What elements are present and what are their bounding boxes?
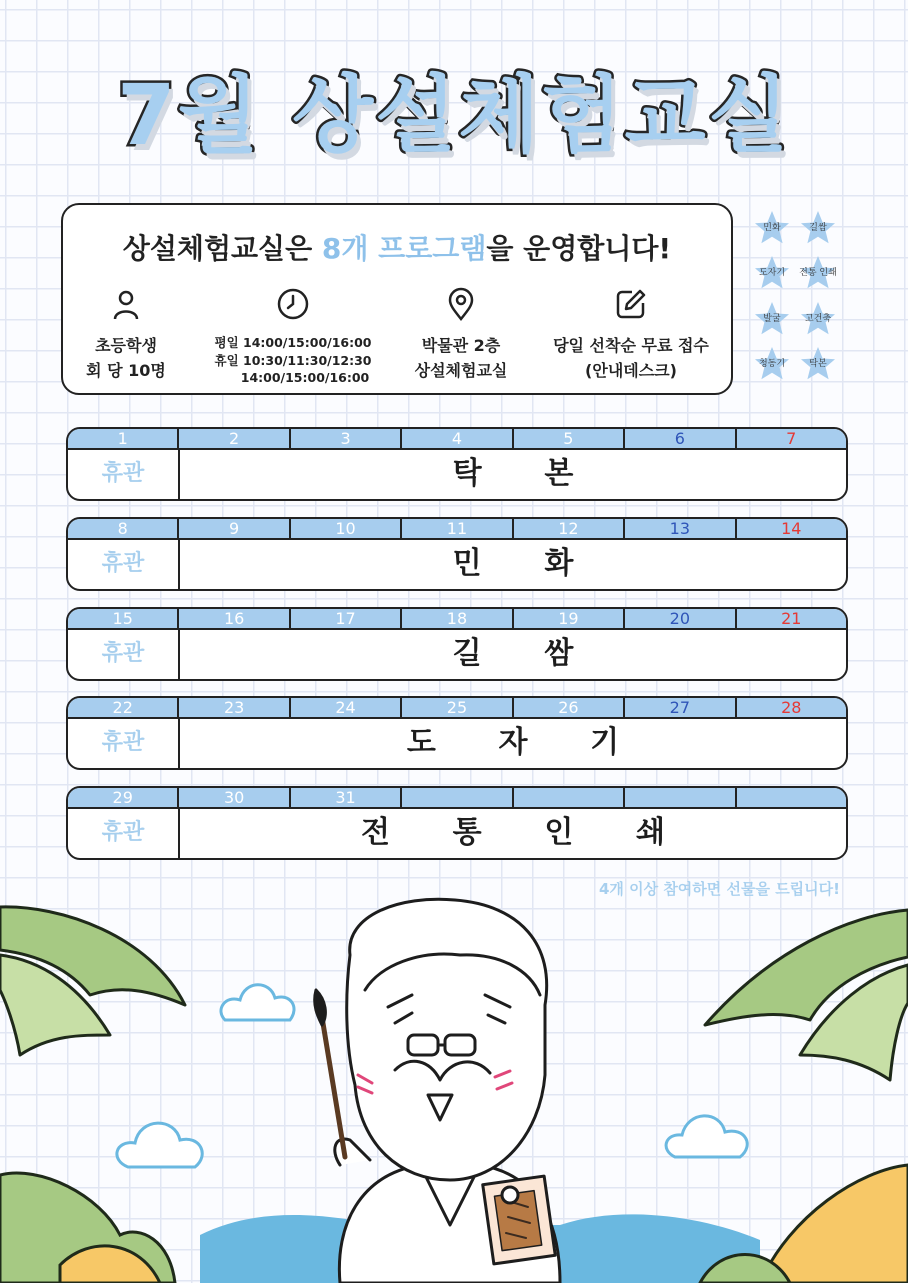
date-cell	[400, 788, 511, 807]
date-cell: 14	[735, 519, 846, 538]
date-cell: 5	[512, 429, 623, 448]
clock-icon	[276, 287, 310, 321]
closed-label: 휴관	[68, 450, 180, 499]
closed-label: 휴관	[68, 630, 180, 679]
apply-line1: 당일 선착순 무료 접수	[553, 336, 709, 355]
program-star-label: 민화	[763, 223, 781, 233]
info-apply	[546, 287, 716, 383]
info-schedule	[208, 287, 378, 387]
date-cell	[623, 788, 734, 807]
bush-right	[760, 1165, 908, 1283]
headline-text-end: 을 운영합니다!	[486, 232, 672, 265]
cloud-shape	[221, 985, 294, 1020]
date-cell: 6	[623, 429, 734, 448]
program-star	[799, 254, 837, 292]
date-cell: 24	[289, 698, 400, 717]
page-title: 7월 상설체험교실	[117, 66, 791, 164]
program-star-label: 청동기	[758, 359, 786, 369]
date-cell: 2	[177, 429, 288, 448]
palm-leaf-left	[0, 907, 185, 1055]
program-star-label: 고건축	[804, 314, 832, 324]
program-star	[799, 345, 837, 383]
week-date-header	[68, 698, 846, 719]
date-cell: 30	[177, 788, 288, 807]
calendar-week	[66, 607, 848, 681]
date-cell: 11	[400, 519, 511, 538]
date-cell: 27	[623, 698, 734, 717]
date-cell	[735, 788, 846, 807]
apply-line2: (안내데스크)	[585, 361, 677, 380]
program-name: 도 자 기	[406, 725, 620, 760]
calendar-week	[66, 696, 848, 770]
date-cell: 31	[289, 788, 400, 807]
date-cell: 13	[623, 519, 734, 538]
person-icon	[109, 287, 143, 321]
closed-label: 휴관	[68, 540, 180, 589]
date-cell: 18	[400, 609, 511, 628]
program-star-label: 길쌈	[809, 223, 827, 233]
date-cell: 15	[112, 609, 133, 628]
illustration	[0, 895, 908, 1283]
program-star	[799, 209, 837, 247]
program-star	[753, 300, 791, 338]
cloud-shape	[666, 1116, 747, 1157]
week-date-header	[68, 609, 846, 630]
date-cell: 4	[400, 429, 511, 448]
date-cell: 12	[512, 519, 623, 538]
schedule-holiday: 휴일 10:30/11:30/12:30	[214, 352, 372, 368]
date-cell: 9	[177, 519, 288, 538]
calendar-week	[66, 427, 848, 501]
headline-text: 상설체험교실은	[122, 232, 322, 265]
date-cell: 22	[112, 698, 133, 717]
program-star-label: 도자기	[758, 268, 786, 278]
program-star	[753, 345, 791, 383]
program-name: 길 쌈	[452, 636, 574, 671]
artist-character	[315, 899, 560, 1283]
gift-note: 4개 이상 참여하면 선물을 드립니다!	[598, 880, 840, 898]
date-cell: 10	[289, 519, 400, 538]
target-line1: 초등학생	[95, 336, 157, 355]
date-cell: 7	[735, 429, 846, 448]
target-line2: 회 당 10명	[86, 361, 166, 380]
program-star	[799, 300, 837, 338]
info-box	[61, 203, 733, 395]
date-cell: 17	[289, 609, 400, 628]
week-date-header	[68, 788, 846, 809]
date-cell: 26	[512, 698, 623, 717]
schedule-holiday2: 14:00/15:00/16:00	[240, 370, 370, 385]
location-pin-icon	[444, 287, 478, 321]
palm-leaf-right	[705, 910, 908, 1080]
program-star	[753, 209, 791, 247]
date-cell	[512, 788, 623, 807]
program-star-label: 탁본	[809, 359, 827, 369]
program-star-label: 발굴	[763, 314, 781, 324]
program-name: 전 통 인 쇄	[361, 815, 665, 850]
closed-label: 휴관	[68, 719, 180, 768]
headline-highlight: 8개 프로그램	[321, 232, 487, 265]
date-cell: 3	[289, 429, 400, 448]
painting-frame	[483, 1176, 556, 1264]
place-line1: 박물관 2층	[421, 336, 501, 355]
closed-label: 휴관	[68, 809, 180, 858]
program-star-label: 전통 인쇄	[799, 268, 837, 278]
date-cell: 29	[112, 788, 133, 807]
date-cell: 8	[117, 519, 128, 538]
date-cell: 28	[735, 698, 846, 717]
edit-pencil-icon	[614, 287, 648, 321]
date-cell: 19	[512, 609, 623, 628]
week-date-header	[68, 429, 846, 450]
calendar-week	[66, 517, 848, 591]
date-cell: 25	[400, 698, 511, 717]
calendar-week	[66, 786, 848, 860]
date-cell: 23	[177, 698, 288, 717]
place-line2: 상설체험교실	[414, 361, 508, 380]
date-cell: 21	[735, 609, 846, 628]
program-star	[753, 254, 791, 292]
cloud-shape	[117, 1123, 202, 1167]
schedule-weekday: 평일 14:00/15:00/16:00	[214, 335, 372, 350]
info-target	[41, 287, 211, 383]
date-cell: 16	[177, 609, 288, 628]
program-name: 민 화	[452, 546, 574, 581]
info-headline	[63, 227, 731, 267]
week-date-header	[68, 519, 846, 540]
info-place	[376, 287, 546, 383]
program-name: 탁 본	[452, 456, 574, 491]
date-cell: 20	[623, 609, 734, 628]
date-cell: 1	[117, 429, 128, 448]
